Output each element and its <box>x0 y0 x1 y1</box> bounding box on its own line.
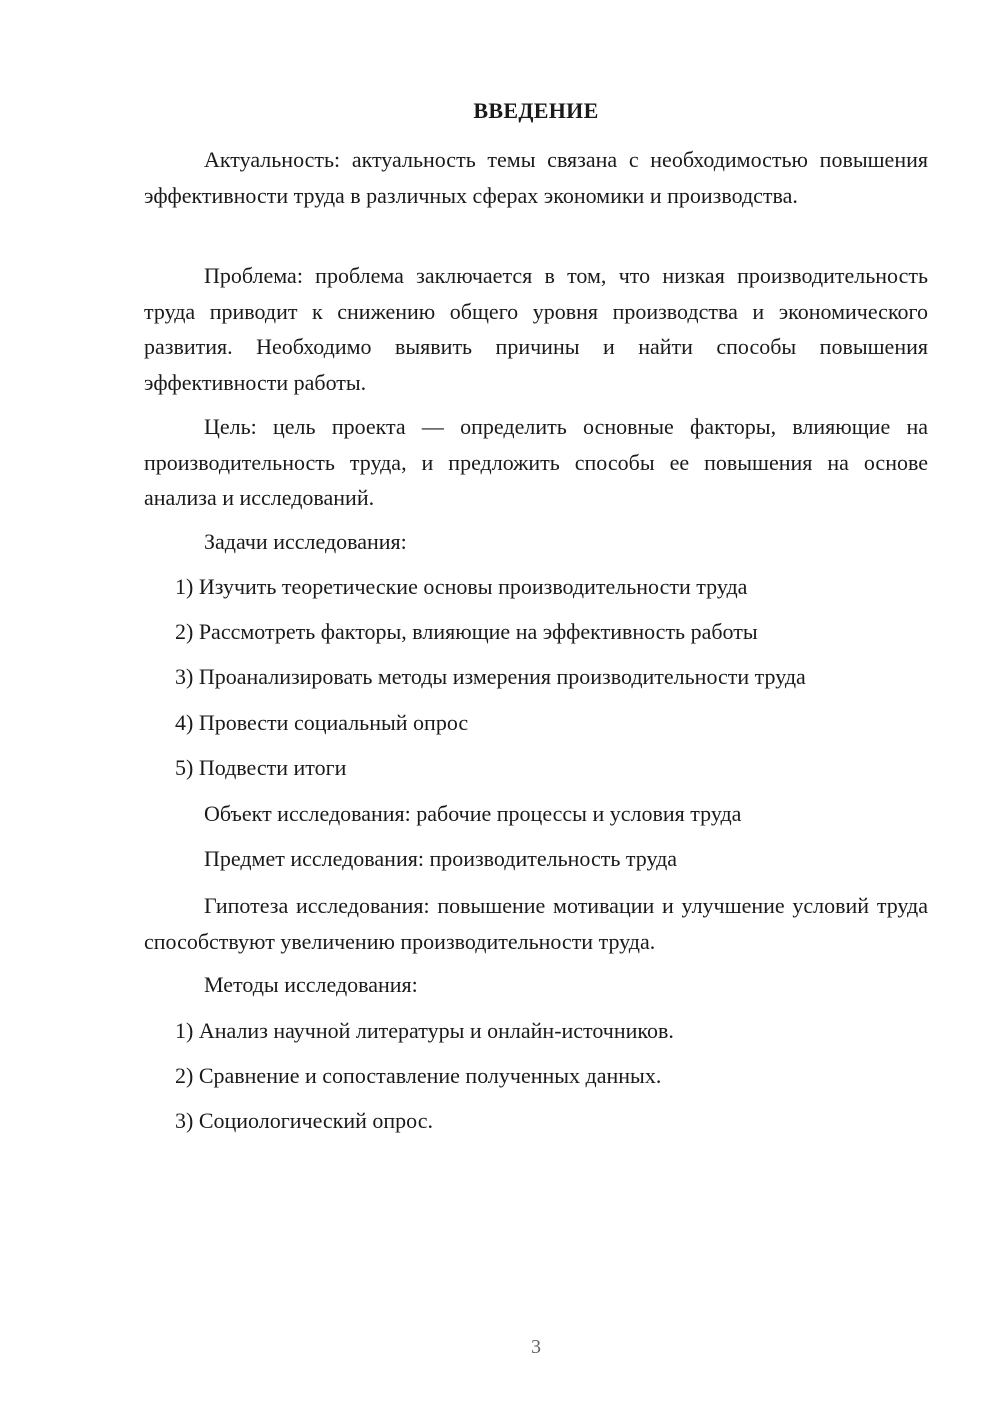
page-number: 3 <box>531 1336 541 1358</box>
list-item: 5) Подвести итоги <box>175 755 347 780</box>
list-item: 3) Социологический опрос. <box>175 1108 433 1133</box>
list-item: 1) Анализ научной литературы и онлайн-источников. <box>175 1018 674 1043</box>
problem-paragraph: Проблема: проблема заключается в том, что низкая производительность труда приводит к снижению общего уровня производства и экономического развития. Необходимо выявить причины и найти способы повышения эффективности работы. <box>144 263 928 395</box>
hypothesis-paragraph: Гипотеза исследования: повышение мотивации и улучшение условий труда способствуют увеличению производительности труда. <box>144 893 928 954</box>
tasks-title: Задачи исследования: <box>204 529 407 554</box>
relevance-paragraph: Актуальность: актуальность темы связана с необходимостью повышения эффективности труда в различных сферах экономики и производства. <box>144 147 928 208</box>
goal-paragraph: Цель: цель проекта — определить основные факторы, влияющие на производительность труда, и предложить способы ее повышения на основе анализа и исследований. <box>144 414 928 510</box>
methods-title: Методы исследования: <box>204 972 418 997</box>
subject-line: Предмет исследования: производительность труда <box>204 846 678 871</box>
list-item: 2) Сравнение и сопоставление полученных данных. <box>175 1063 662 1088</box>
list-item: 1) Изучить теоретические основы производительности труда <box>175 574 748 599</box>
list-item: 2) Рассмотреть факторы, влияющие на эффективность работы <box>175 619 758 644</box>
object-line: Объект исследования: рабочие процессы и условия труда <box>204 801 742 826</box>
section-heading: ВВЕДЕНИЕ <box>473 98 599 123</box>
list-item: 3) Проанализировать методы измерения производительности труда <box>175 664 806 689</box>
list-item: 4) Провести социальный опрос <box>175 710 469 735</box>
